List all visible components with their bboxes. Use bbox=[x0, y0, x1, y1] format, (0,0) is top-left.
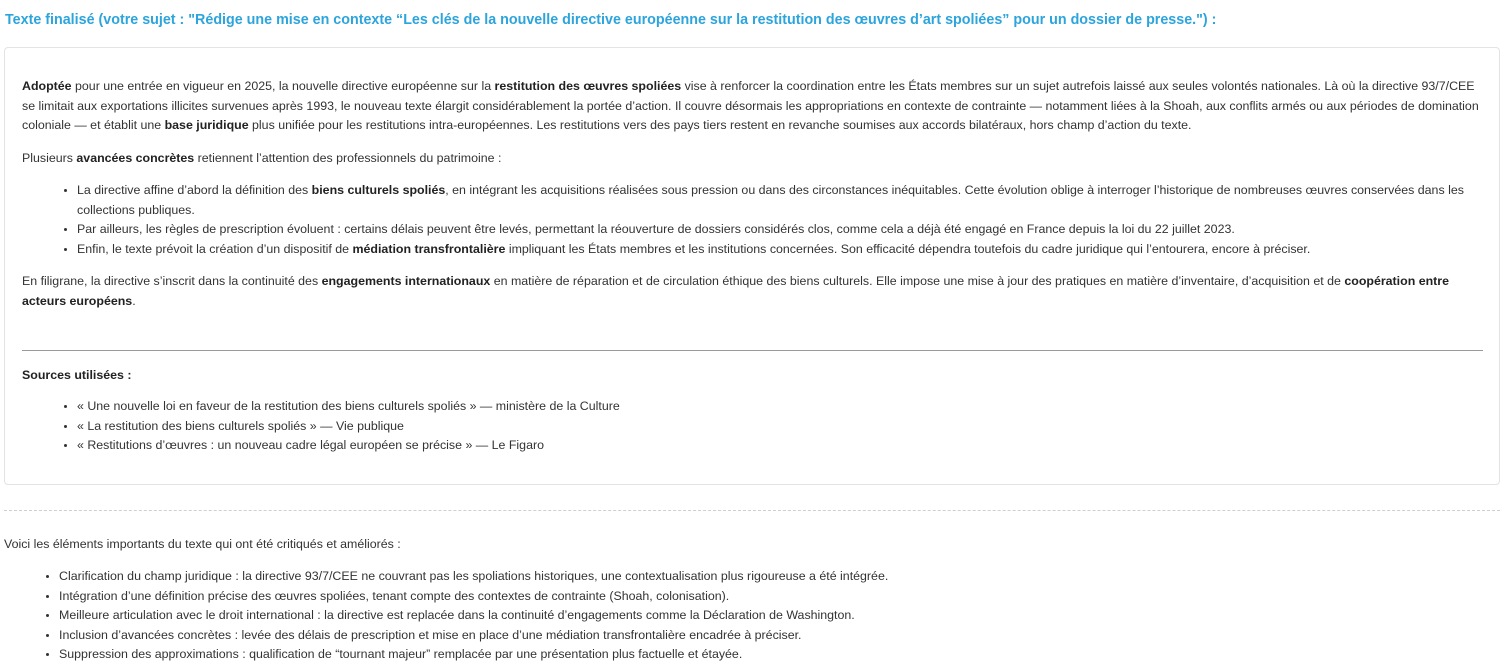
bold-text: biens culturels spoliés bbox=[311, 183, 446, 197]
improvement-item: • Intégration d’une définition précise des œuvres spoliées, tenant compte des contextes de contrainte (Shoah, colonisation). bbox=[59, 587, 888, 607]
text-run: La directive affine d’abord la définition des bbox=[77, 183, 312, 197]
source-item: • « Restitutions d’œuvres : un nouveau cadre légal européen se précise » — Le Figaro bbox=[77, 436, 620, 456]
paragraph-advances bbox=[22, 149, 1484, 169]
bold-text: Adoptée bbox=[22, 79, 72, 93]
text-run: Enfin, le texte prévoit la création d’un dispositif de bbox=[77, 241, 353, 256]
review-intro: Voici les éléments importants du texte qui ont été critiqués et améliorés : bbox=[4, 537, 401, 551]
improvements-list bbox=[4, 567, 888, 665]
text-run: , en intégrant les acquisitions réalisées sous pression ou dans des circonstances inéquitables. Cette évolution oblige à interroger l’historique de nombreuses œuvres conservées dans les collections publiques. bbox=[77, 183, 1464, 217]
text-run: Par ailleurs, les règles de prescription évoluent : certains délais peuvent être levés, permettant la réouverture de dossiers considérés clos, comme cela a déjà été engagé en France depuis la loi du 22 juillet 2023. bbox=[77, 222, 1235, 236]
text-run: retiennent l’attention des professionnels du patrimoine : bbox=[194, 150, 502, 165]
section-separator bbox=[4, 510, 1500, 511]
sources-heading: Sources utilisées : bbox=[22, 368, 132, 382]
article-body bbox=[22, 77, 1484, 324]
text-run: impliquant les États membres et les institutions concernées. Son efficacité dépendra toutefois du cadre juridique qui l’entourera, encore à préciser. bbox=[505, 241, 1311, 256]
paragraph-intro bbox=[22, 77, 1484, 136]
bold-text: médiation transfrontalière bbox=[352, 241, 506, 256]
sources-list bbox=[22, 397, 620, 456]
list-item bbox=[77, 181, 1484, 220]
text-run: en matière de réparation et de circulation éthique des biens culturels. Elle impose une mise à jour des pratiques en matière d’inventaire, d’acquisition et de bbox=[490, 274, 1345, 288]
article-card bbox=[4, 47, 1500, 485]
bold-text: restitution des œuvres spoliées bbox=[494, 79, 682, 93]
page-title: Texte finalisé (votre sujet : "Rédige une mise en contexte “Les clés de la nouvelle directive européenne sur la restitution des œuvres d’art spoliées” pour un dossier de presse.") : bbox=[5, 12, 1217, 28]
text-run: En filigrane, la directive s’inscrit dans la continuité des bbox=[22, 274, 322, 288]
text-run: Plusieurs bbox=[22, 150, 77, 165]
text-run: vise à renforcer la coordination entre les États membres sur un sujet autrefois laissé aux seules volontés nationales. Là où la directive 93/7/CEE se limitait aux exportations illicites survenues après 1993, le nouveau texte élargit considérablement la portée d’action. Il couvre désormais les appropriations en contexte de contrainte — notamment liées à la Shoah, aux conflits armés ou aux périodes de domination coloniale — et établit une bbox=[22, 79, 1479, 132]
bold-text: avancées concrètes bbox=[76, 150, 195, 165]
bold-text: engagements internationaux bbox=[321, 274, 491, 288]
paragraph-conclusion bbox=[22, 272, 1484, 311]
improvement-item: • Meilleure articulation avec le droit international : la directive est replacée dans la continuité d’engagements comme la Déclaration de Washington. bbox=[59, 606, 888, 626]
text-run: . bbox=[132, 293, 136, 308]
source-item: • « La restitution des biens culturels spoliés » — Vie publique bbox=[77, 417, 620, 437]
list-item bbox=[77, 220, 1484, 240]
improvement-item: • Inclusion d’avancées concrètes : levée des délais de prescription et mise en place d’une médiation transfrontalière encadrée à préciser. bbox=[59, 626, 888, 646]
text-run: plus unifiée pour les restitutions intra-européennes. Les restitutions vers des pays tiers restent en revanche soumises aux accords bilatéraux, hors champ d’action du texte. bbox=[248, 118, 1192, 132]
improvement-item: • Suppression des approximations : qualification de “tournant majeur” remplacée par une présentation plus factuelle et étayée. bbox=[59, 645, 888, 665]
list-item bbox=[77, 240, 1484, 260]
bold-text: coopération entre acteurs européens bbox=[22, 274, 1450, 308]
text-run: pour une entrée en vigueur en 2025, la nouvelle directive européenne sur la bbox=[71, 79, 495, 93]
improvement-item: • Clarification du champ juridique : la directive 93/7/CEE ne couvrant pas les spoliations historiques, une contextualisation plus rigoureuse a été intégrée. bbox=[59, 567, 888, 587]
source-item: • « Une nouvelle loi en faveur de la restitution des biens culturels spoliés » — ministère de la Culture bbox=[77, 397, 620, 417]
divider bbox=[22, 350, 1483, 351]
bold-text: base juridique bbox=[164, 118, 249, 132]
advances-list bbox=[22, 181, 1484, 259]
